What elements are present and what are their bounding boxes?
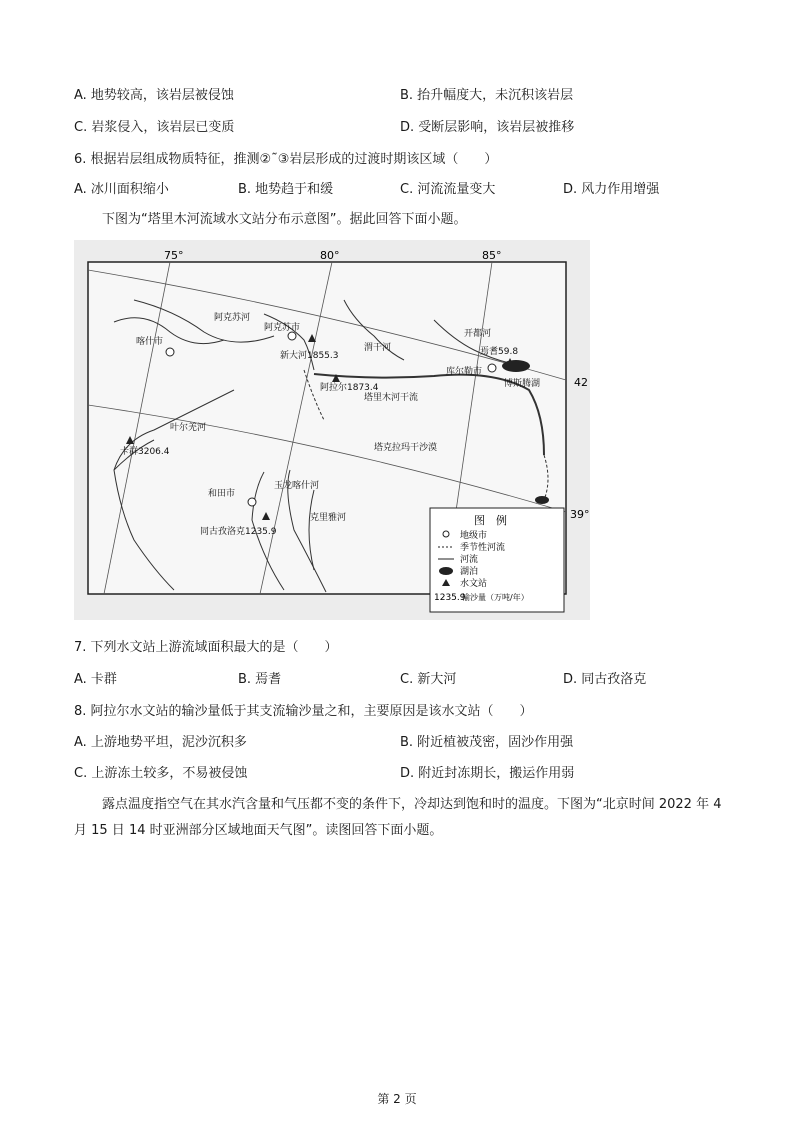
q5-option-b: B. 抬升幅度大，未沉积该岩层 [400, 88, 574, 103]
label-yurungkash: 玉龙喀什河 [274, 481, 320, 491]
q5-option-c: C. 岩浆侵入，该岩层已变质 [74, 120, 235, 135]
q6-option-d: D. 风力作用增强 [563, 182, 660, 197]
label-weigan: 渭干河 [364, 343, 392, 353]
q6-stem: 6. 根据岩层组成物质特征，推测②˜③岩层形成的过渡时期该区域（ ） [74, 152, 498, 167]
q8-option-c: C. 上游冻土较多，不易被侵蚀 [74, 766, 248, 781]
q7-option-a: A. 卡群 [74, 672, 117, 687]
q7-option-b: B. 焉耆 [238, 672, 282, 687]
label-kaidu: 开都河 [464, 329, 492, 339]
kashgar-city-marker [166, 348, 174, 356]
page-number: 第 2 页 [377, 1092, 417, 1106]
q5-option-d: D. 受断层影响，该岩层被推移 [400, 120, 575, 135]
q7-stem: 7. 下列水文站上游流域面积最大的是（ ） [74, 640, 338, 655]
korla-city-marker [488, 364, 496, 372]
q7-option-c: C. 新大河 [400, 672, 457, 687]
label-tongguzi: 同古孜洛克1235.9 [200, 527, 277, 537]
q5-option-a: A. 地势较高，该岩层被侵蚀 [74, 88, 234, 103]
label-tarim-mid: 塔里木河干流 [364, 393, 419, 403]
label-yarkant: 叶尔羌河 [170, 423, 207, 433]
legend-sediment: 输沙量（万吨/年） [462, 593, 529, 602]
hotan-city-marker [248, 498, 256, 506]
label-hotan-city: 和田市 [208, 489, 236, 499]
legend-title: 图 例 [474, 514, 507, 527]
label-aksu-river: 阿克苏河 [214, 313, 251, 323]
label-kashgar: 喀什市 [136, 337, 164, 347]
label-bosten: 博斯腾湖 [504, 379, 541, 389]
label-yanqi: 焉耆59.8 [480, 347, 519, 357]
legend-lake: 湖泊 [460, 567, 479, 577]
q6-option-c: C. 河流流量变大 [400, 182, 496, 197]
lat-label-42: 42 [574, 376, 588, 389]
aksu-city-marker [288, 332, 296, 340]
weather-intro: 露点温度指空气在其水汽含量和气压都不变的条件下，冷却达到饱和时的温度。下图为“北京时间 2022 年 4 月 15 日 14 时亚洲部分区域地面天气图”。读图回答下面小题。 [74, 797, 722, 838]
label-taklamakan: 塔克拉玛干沙漠 [374, 443, 438, 453]
label-alaer: 阿拉尔1873.4 [320, 383, 379, 393]
label-keriya: 克里雅河 [310, 513, 347, 523]
legend-city-symbol [443, 531, 449, 537]
lon-label-75: 75° [164, 249, 184, 262]
legend-lake-symbol [439, 567, 453, 575]
map-intro: 下图为“塔里木河流域水文站分布示意图”。据此回答下面小题。 [102, 212, 467, 227]
lat-label-39: 39° [570, 508, 590, 521]
q8-option-d: D. 附近封冻期长，搬运作用弱 [400, 766, 575, 781]
legend-station: 水文站 [460, 579, 488, 589]
label-xindahe: 新大河1855.3 [280, 351, 339, 361]
legend-river: 河流 [460, 555, 479, 565]
q6-option-b: B. 地势趋于和缓 [238, 182, 334, 197]
q8-option-a: A. 上游地势平坦，泥沙沉积多 [74, 735, 247, 750]
legend-seasonal: 季节性河流 [460, 543, 506, 553]
label-kaqun: 卡群3206.4 [120, 447, 170, 457]
q8-stem: 8. 阿拉尔水文站的输沙量低于其支流输沙量之和，主要原因是该水文站（ ） [74, 704, 533, 719]
lon-label-85: 85° [482, 249, 502, 262]
tarim-river-map [74, 240, 590, 620]
map-legend [430, 508, 564, 612]
legend-sediment-value: 1235.9 [434, 593, 466, 603]
legend-city: 地级市 [460, 531, 488, 541]
q8-option-b: B. 附近植被茂密，固沙作用强 [400, 735, 574, 750]
q7-option-d: D. 同古孜洛克 [563, 672, 647, 687]
q6-option-a: A. 冰川面积缩小 [74, 182, 169, 197]
taitema-lake [535, 496, 549, 504]
lon-label-80: 80° [320, 249, 340, 262]
label-korla: 库尔勒市 [446, 367, 483, 377]
label-aksu-city: 阿克苏市 [264, 323, 301, 333]
